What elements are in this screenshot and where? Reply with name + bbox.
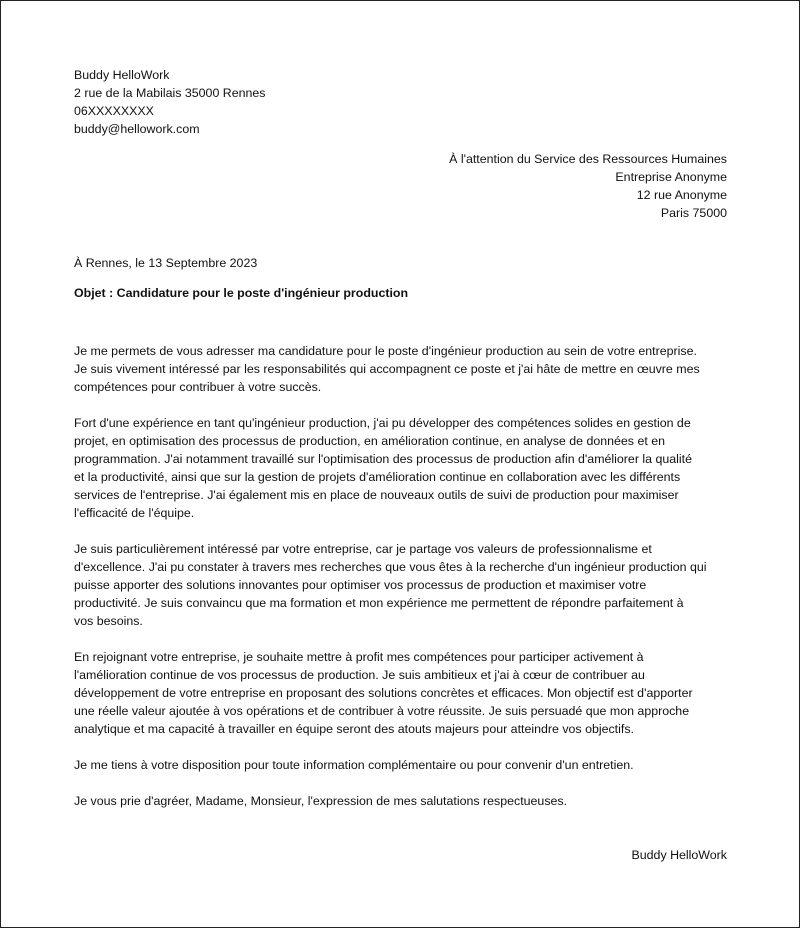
recipient-company: Entreprise Anonyme [615,170,727,184]
recipient-attention: À l'attention du Service des Ressources Humaines [449,152,727,166]
sender-phone: 06XXXXXXXX [74,104,154,118]
date-line: À Rennes, le 13 Septembre 2023 [74,256,258,270]
body-paragraph: Je me tiens à votre disposition pour toute information complémentaire ou pour convenir d'un entretien. [74,758,634,772]
recipient-street: 12 rue Anonyme [636,188,727,202]
sender-email: buddy@hellowork.com [74,122,200,136]
sender-address: 2 rue de la Mabilais 35000 Rennes [74,86,266,100]
sender-name: Buddy HelloWork [74,68,170,82]
signature: Buddy HelloWork [631,848,727,862]
body-paragraph: Je me permets de vous adresser ma candidature pour le poste d'ingénieur production au sein de votre entreprise. Je suis vivement intéressé par les responsabilités qui accompagnent ce poste et j'ai hâte de mettre en œuvre mes compétences pour contribuer à votre succès. [74,344,700,394]
body-paragraph: Je suis particulièrement intéressé par votre entreprise, car je partage vos valeurs de professionnalisme et d'excellence. J'ai pu constater à travers mes recherches que vous êtes à la recherche d'un ingénieur production qui puisse apporter des solutions innovantes pour optimiser vos processus de production et maximiser votre productivité. Je suis convaincu que ma formation et mon expérience me permettent de répondre parfaitement à vos besoins. [74,542,707,628]
letter-body [74,342,734,810]
sender-block [74,66,474,138]
body-paragraph: En rejoignant votre entreprise, je souhaite mettre à profit mes compétences pour participer activement à l'amélioration continue de vos processus de production. Je suis ambitieux et j'ai à cœur de contribuer au développement de votre entreprise en proposant des solutions concrètes et efficaces. Mon objectif est d'apporter une réelle valeur ajoutée à vos opérations et de contribuer à votre réussite. Je suis persuadé que mon approche analytique et ma capacité à travailler en équipe seront des atouts majeurs pour atteindre vos objectifs. [74,650,693,736]
subject-line: Objet : Candidature pour le poste d'ingénieur production [74,286,409,300]
recipient-city: Paris 75000 [660,206,727,220]
recipient-block [307,150,727,222]
closing-paragraph: Je vous prie d'agréer, Madame, Monsieur, l'expression de mes salutations respectueuses. [74,794,568,808]
body-paragraph: Fort d'une expérience en tant qu'ingénieur production, j'ai pu développer des compétences solides en gestion de projet, en optimisation des processus de production, en amélioration continue, en analyse de données et en programmation. J'ai notamment travaillé sur l'optimisation des processus de production afin d'améliorer la qualité et la productivité, ainsi que sur la gestion de projets d'amélioration continue en collaboration avec les différents services de l'entreprise. J'ai également mis en place de nouveaux outils de suivi de production pour maximiser l'efficacité de l'équipe. [74,416,692,520]
